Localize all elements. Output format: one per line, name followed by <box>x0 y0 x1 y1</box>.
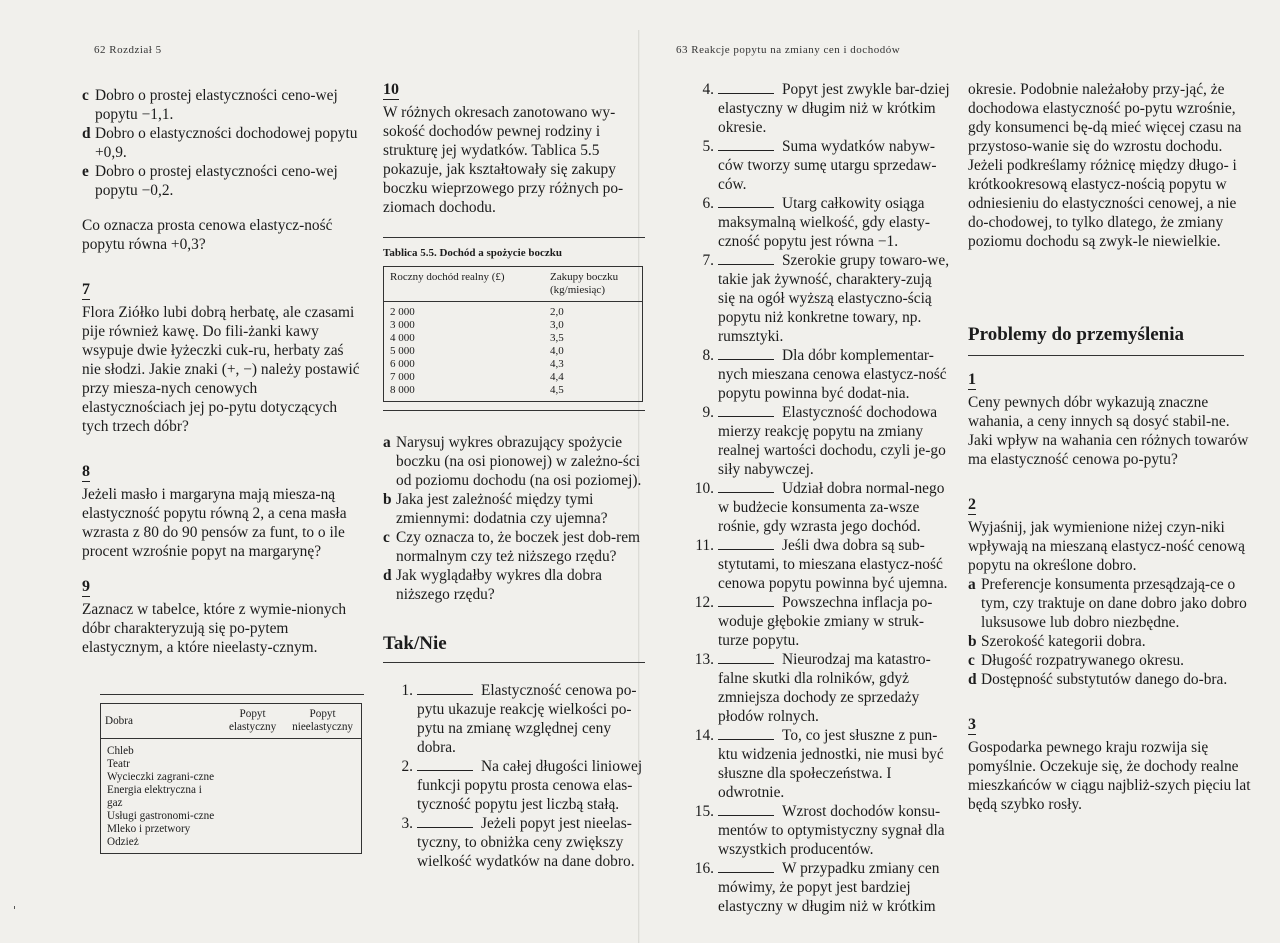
column-header: Zakupy boczku (kg/miesiąc) <box>544 267 643 302</box>
inelastic-cell[interactable] <box>284 784 361 810</box>
table-row: Energia elektryczna i gaz <box>101 784 362 810</box>
table-row: 2 000 2,0 <box>390 306 564 318</box>
answer-blank[interactable] <box>718 803 774 816</box>
problem-2-text: Wyjaśnij, jak wymienione niżej czyn-niki wpływają na mieszaną elastycz-ność cenową popytu na określone dobro. <box>968 519 1245 574</box>
list-item: a Preferencje konsumenta przesądzają-ce o tym, czy traktuje on dane dobro jako dobro luksusowe lub dobro niezbędne. <box>968 576 1247 631</box>
answer-blank[interactable] <box>417 758 473 771</box>
list-item: d Dobro o elastyczności dochodowej popytu +0,9. <box>82 125 358 161</box>
inelastic-cell[interactable] <box>284 836 361 854</box>
answer-blank[interactable] <box>718 594 774 607</box>
section-title-tak-nie: Tak/Nie <box>383 633 447 654</box>
list-item: d Jak wyglądałby wykres dla dobra niższego rzędu? <box>383 567 603 603</box>
answer-blank[interactable] <box>417 815 473 828</box>
goods-elasticity-table <box>100 703 362 854</box>
question-10-number: 10 <box>383 81 399 98</box>
list-item: e Dobro o prostej elastyczności ceno-wej popytu −0,2. <box>82 163 338 199</box>
table-9-wrapper <box>100 694 364 854</box>
tf-item: 11. Jeśli dwa dobra są sub-stytutami, to mieszana elastycz-ność cenowa popytu powinna być ujemna. <box>695 537 948 592</box>
list-item: c Długość rozpatrywanego okresu. <box>968 652 1185 669</box>
answer-blank[interactable] <box>718 537 774 550</box>
table-row: Chleb <box>101 739 362 759</box>
problem-2-number: 2 <box>968 496 976 513</box>
table-row: 5 000 4,0 <box>390 345 564 357</box>
table-row: 3 000 3,0 <box>390 319 564 331</box>
column-header: Dobra <box>101 704 222 739</box>
inelastic-cell[interactable] <box>284 810 361 823</box>
table-row: Teatr <box>101 758 362 771</box>
answer-blank[interactable] <box>718 347 774 360</box>
tf-item: 10. Udział dobra normal-nego w budżecie konsumenta za-wsze rośnie, gdy wzrasta jego dochód. <box>694 480 945 535</box>
tf-item: 6. Utarg całkowity osiąga maksymalną wielkość, gdy elasty-czność popytu jest równa −1. <box>702 195 930 250</box>
answer-blank[interactable] <box>718 651 774 664</box>
tf-item: 16. W przypadku zmiany cen mówimy, że popyt jest bardziej elastyczny w długim niż w krótkim <box>694 860 940 915</box>
tf-item: 4. Popyt jest zwykle bar-dziej elastyczny w długim niż w krótkim okresie. <box>702 81 950 136</box>
right-column-2 <box>968 80 1252 814</box>
elastic-cell[interactable] <box>221 836 284 854</box>
table-row: Usługi gastronomi-czne <box>101 810 362 823</box>
table-row: 8 000 4,5 <box>390 384 564 396</box>
tf-item: 13. Nieurodzaj ma katastro-falne skutki dla rolników, gdyż zmniejsza dochody ze sprzedaży płodów rolnych. <box>694 651 931 725</box>
answer-blank[interactable] <box>718 480 774 493</box>
question-9-number: 9 <box>82 578 90 595</box>
inelastic-cell[interactable] <box>284 739 361 759</box>
question-10-text: W różnych okresach zanotowano wy-sokość dochodów pewnej rodziny i strukturę jej wydatków. Tablica 5.5 pokazuje, jak kształtowały się zakupy boczku wieprzowego przy różnych po-ziomach dochodu. <box>383 104 624 216</box>
elastic-cell[interactable] <box>221 758 284 771</box>
elastic-cell[interactable] <box>221 784 284 810</box>
problem-1-text: Ceny pewnych dóbr wykazują znaczne wahania, a ceny innych są dosyć stabil-ne. Jaki wpływ na wahania cen różnych towarów ma elastyczność cenowa po-pytu? <box>968 394 1249 468</box>
right-running-head: 63 Reakcje popytu na zmiany cen i dochodów <box>676 44 901 56</box>
elastic-cell[interactable] <box>221 810 284 823</box>
list-item: c Dobro o prostej elastyczności ceno-wej popytu −1,1. <box>82 87 338 123</box>
question-8-number: 8 <box>82 463 90 480</box>
list-item: a Narysuj wykres obrazujący spożycie boczku (na osi pionowej) w zależno-ści od poziomu dochodu (na osi poziomej). <box>383 434 642 489</box>
continuation-paragraph: okresie. Podobnie należałoby przy-jąć, że dochodowa elastyczność po-pytu wzrośnie, gdy konsumenci bę-dą mieć więcej czasu na przystoso-wanie się do wzrostu dochodu. Jeżeli podkreślamy różnicę między długo- i krótkookresową elastycz-nością popytu w odniesieniu do elastyczności cenowej, a nie do-chodowej, to tylko dlatego, że zmiany poziomu dochodu są zwyk-le niewielkie. <box>968 81 1242 250</box>
table-row: 6 000 4,3 <box>390 358 564 370</box>
tf-item: 7. Szerokie grupy towaro-we, takie jak żywność, charaktery-zują się na ogół wyższą elastyczno-ścią popytu niż konkretne towary, np. rumsztyki. <box>702 252 950 345</box>
left-running-head: 62 Rozdział 5 <box>94 44 162 56</box>
elastic-cell[interactable] <box>221 823 284 836</box>
question-6-prompt: Co oznacza prosta cenowa elastycz-ność popytu równa +0,3? <box>82 217 333 253</box>
tf-item: 1. Elastyczność cenowa po-pytu ukazuje reakcję wielkości po-pytu na zmianę względnej ceny dobra. <box>401 682 637 756</box>
elastic-cell[interactable] <box>221 771 284 784</box>
crop-mark <box>14 906 15 909</box>
answer-blank[interactable] <box>417 682 473 695</box>
question-7-text: Flora Ziółko lubi dobrą herbatę, ale czasami pije również kawę. Do fili-żanki kawy wsypuje dwie łyżeczki cuk-ru, herbaty zaś nie słodzi. Jakie znaki (+, −) należy postawić przy miesza-nych cenowych elastycznościach jej po-pytu dotyczących tych trzech dóbr? <box>82 304 360 435</box>
table-row: 7 000 4,4 <box>390 371 564 383</box>
left-column-1 <box>82 86 364 657</box>
answer-blank[interactable] <box>718 860 774 873</box>
answer-blank[interactable] <box>718 404 774 417</box>
answer-blank[interactable] <box>718 138 774 151</box>
inelastic-cell[interactable] <box>284 823 361 836</box>
right-page <box>640 0 1280 943</box>
problem-1-number: 1 <box>968 371 976 388</box>
list-item: d Dostępność substytutów danego do-bra. <box>968 671 1228 688</box>
column-header: Popyt elastyczny <box>221 704 284 739</box>
table-row: Wycieczki zagrani-czne <box>101 771 362 784</box>
table-row: 4 000 3,5 <box>390 332 564 344</box>
elastic-cell[interactable] <box>221 739 284 759</box>
tf-item: 14. To, co jest słuszne z pun-ktu widzenia jednostki, nie musi być słuszne dla społeczeństwa. I odwrotnie. <box>694 727 944 801</box>
right-column-1 <box>694 80 952 916</box>
tf-item: 5. Suma wydatków nabyw-ców tworzy sumę utargu sprzedaw-ców. <box>702 138 937 193</box>
answer-blank[interactable] <box>718 252 774 265</box>
tf-item: 2. Na całej długości liniowej funkcji popytu prosta cenowa elas-tyczność popytu jest liczbą stałą. <box>401 758 643 813</box>
left-column-2 <box>383 80 651 871</box>
question-7-number: 7 <box>82 281 90 298</box>
inelastic-cell[interactable] <box>284 758 361 771</box>
question-8-text: Jeżeli masło i margaryna mają miesza-ną elastyczność popytu równą 2, a cena masła wzrasta z 80 do 90 pensów za funt, to o ile procent wzrośnie popyt na margarynę? <box>82 486 347 560</box>
section-title-problemy: Problemy do przemyślenia <box>968 324 1185 345</box>
list-item: c Czy oznacza to, że boczek jest dob-rem normalnym czy też niższego rzędu? <box>383 529 640 565</box>
answer-blank[interactable] <box>718 81 774 94</box>
tf-item: 12. Powszechna inflacja po-woduje głębokie zmiany w struk-turze popytu. <box>694 594 933 649</box>
problem-3-number: 3 <box>968 716 976 733</box>
inelastic-cell[interactable] <box>284 771 361 784</box>
tf-item: 15. Wzrost dochodów konsu-mentów to optymistyczny sygnał dla wszystkich producentów. <box>694 803 945 858</box>
answer-blank[interactable] <box>718 727 774 740</box>
list-item: b Szerokość kategorii dobra. <box>968 633 1146 650</box>
income-bacon-table <box>383 266 643 402</box>
problem-3-text: Gospodarka pewnego kraju rozwija się pomyślnie. Oczekuje się, że dochody realne mieszkańców w ciągu najbliż-szych pięciu lat będą szybko rosły. <box>968 739 1251 813</box>
answer-blank[interactable] <box>718 195 774 208</box>
table-row: Mleko i przetwory <box>101 823 362 836</box>
column-header: Roczny dochód realny (£) <box>384 267 545 302</box>
table-caption: Tablica 5.5. Dochód a spożycie boczku <box>383 247 562 259</box>
tf-item: 8. Dla dóbr komplementar-nych mieszana cenowa elastycz-ność popytu powinna być dodat-nia. <box>702 347 947 402</box>
tf-item: 9. Elastyczność dochodowa mierzy reakcję popytu na zmiany realnej wartości dochodu, czyli je-go siły nabywczej. <box>702 404 946 478</box>
tf-item: 3. Jeżeli popyt jest nieelas-tyczny, to obniżka ceny zwiększy wielkość wydatków na dane dobro. <box>401 815 635 870</box>
column-header: Popyt nieelastyczny <box>284 704 361 739</box>
question-9-text: Zaznacz w tabelce, które z wymie-nionych dóbr charakteryzują się po-pytem elastycznym, a które nieelasty-cznym. <box>82 601 347 656</box>
table-row: Odzież <box>101 836 362 854</box>
list-item: b Jaka jest zależność między tymi zmiennymi: dodatnia czy ujemna? <box>383 491 608 527</box>
